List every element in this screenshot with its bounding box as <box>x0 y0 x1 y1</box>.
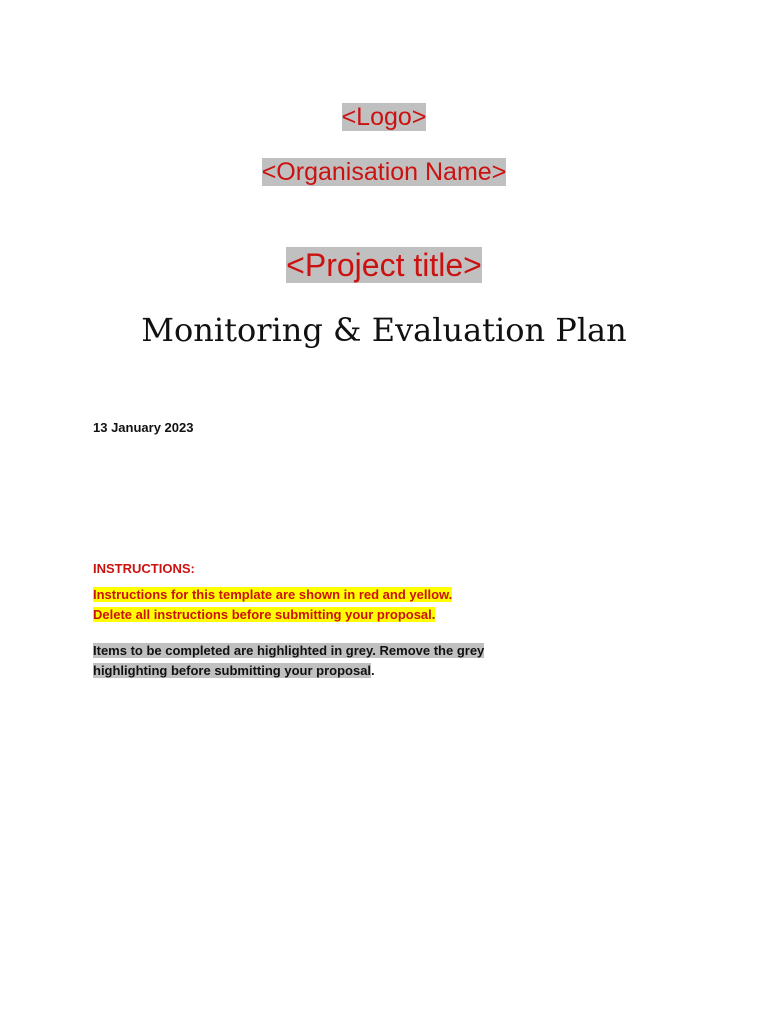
instruction-line <box>93 585 653 605</box>
organisation-name-line <box>0 155 768 189</box>
instructions-yellow-paragraph <box>93 585 653 625</box>
document-date: 13 January 2023 <box>93 420 194 435</box>
logo-placeholder: <Logo> <box>341 103 427 131</box>
project-title-placeholder: <Project title> <box>286 247 482 283</box>
instruction-line <box>93 605 653 625</box>
grey-instruction-text: Items to be completed are highlighted in grey. Remove the grey <box>93 643 485 658</box>
organisation-name-placeholder: <Organisation Name> <box>261 158 507 186</box>
grey-instruction-period: . <box>371 663 375 678</box>
grey-instruction-text: highlighting before submitting your proposal <box>93 663 372 678</box>
instruction-line-text: Instructions for this template are shown in red and yellow. <box>93 587 453 602</box>
instructions-grey-paragraph <box>93 641 653 681</box>
grey-instruction-line <box>93 641 653 661</box>
instruction-line-text: Delete all instructions before submitting your proposal. <box>93 607 436 622</box>
project-title-line <box>0 244 768 286</box>
logo-placeholder-line <box>0 100 768 134</box>
document-title: Monitoring & Evaluation Plan <box>141 311 627 349</box>
instructions-heading: INSTRUCTIONS: <box>93 561 195 576</box>
grey-instruction-line <box>93 661 653 681</box>
